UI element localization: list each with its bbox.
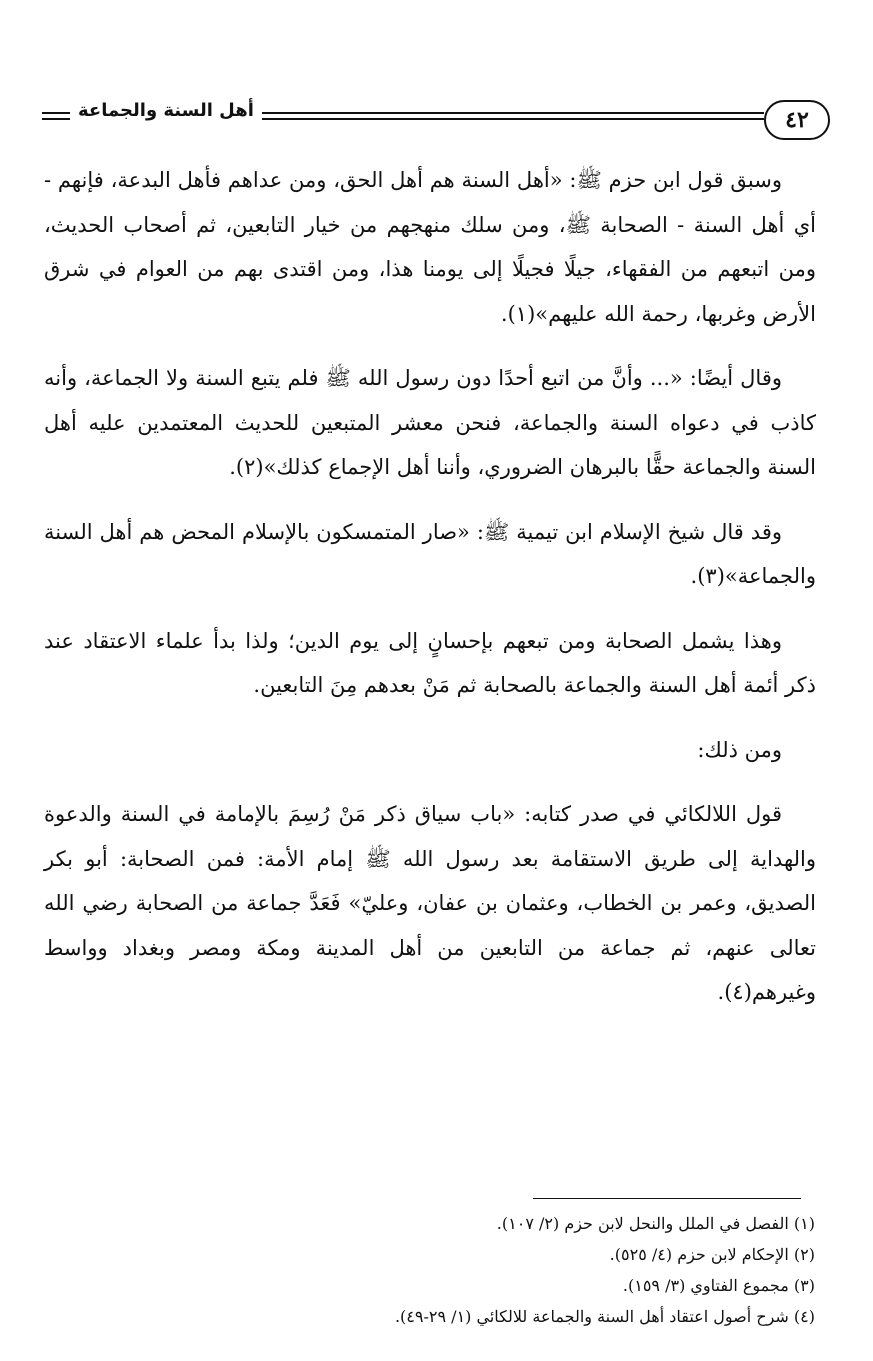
paragraph: وقال أيضًا: «... وأنَّ من اتبع أحدًا دون رسول الله ﷺ فلم يتبع السنة ولا الجماعة، وأنه كاذب في دعواه السنة والجماعة، فنحن معشر المتبعين للحديث المعتمدين عليه أهل السنة والجماعة حقًّا بالبرهان الضروري، وأننا أهل الإجماع كذلك»(٢). [44, 366, 816, 479]
footnote: (٢) الإحكام لابن حزم (٤/ ٥٢٥). [609, 1245, 815, 1264]
header-rule [262, 112, 764, 120]
page-header [40, 98, 830, 144]
footnote: (٣) مجموع الفتاوي (٣/ ١٥٩). [622, 1276, 815, 1295]
footnotes [115, 1208, 815, 1332]
paragraph: قول اللالكائي في صدر كتابه: «باب سياق ذكر مَنْ رُسِمَ بالإمامة في السنة والدعوة والهداية إلى طريق الاستقامة بعد رسول الله ﷺ إمام الأمة: فمن الصحابة: أبو بكر الصديق، وعمر بن الخطاب، وعثمان بن عفان، وعليّ» فَعَدَّ جماعة من الصحابة رضي الله تعالى عنهم، ثم جماعة من التابعين من أهل المدينة ومكة ومصر وبغداد وواسط وغيرهم(٤). [44, 802, 816, 1004]
footnote: (٤) شرح أصول اعتقاد أهل السنة والجماعة للالكائي (١/ ٢٩-٤٩). [394, 1307, 815, 1326]
paragraph: وهذا يشمل الصحابة ومن تبعهم بإحسانٍ إلى يوم الدين؛ ولذا بدأ علماء الاعتقاد عند ذكر أئمة أهل السنة والجماعة بالصحابة ثم مَنْ بعدهم مِنَ التابعين. [44, 628, 816, 697]
footnote-separator [533, 1198, 801, 1199]
footnote: (١) الفصل في الملل والنحل لابن حزم (٢/ ١٠٧). [496, 1214, 815, 1233]
running-title: أهل السنة والجماعة [70, 100, 262, 121]
paragraph: وسبق قول ابن حزم ﷺ: «أهل السنة هم أهل الحق، ومن عداهم فأهل البدعة، فإنهم - أي أهل السنة - الصحابة ﷺ، ومن سلك منهجهم من خيار التابعين، ثم أصحاب الحديث، ومن اتبعهم من الفقهاء، جيلًا فجيلًا إلى يومنا هذا، ومن اقتدى بهم من العوام في شرق الأرض وغربها، رحمة الله عليهم»(١). [44, 168, 816, 326]
paragraph: وقد قال شيخ الإسلام ابن تيمية ﷺ: «صار المتمسكون بالإسلام المحض هم أهل السنة والجماعة»(٣). [44, 519, 816, 588]
main-text [44, 158, 816, 1035]
page-number: ٤٢ [764, 100, 830, 140]
paragraph: ومن ذلك: [697, 737, 782, 762]
